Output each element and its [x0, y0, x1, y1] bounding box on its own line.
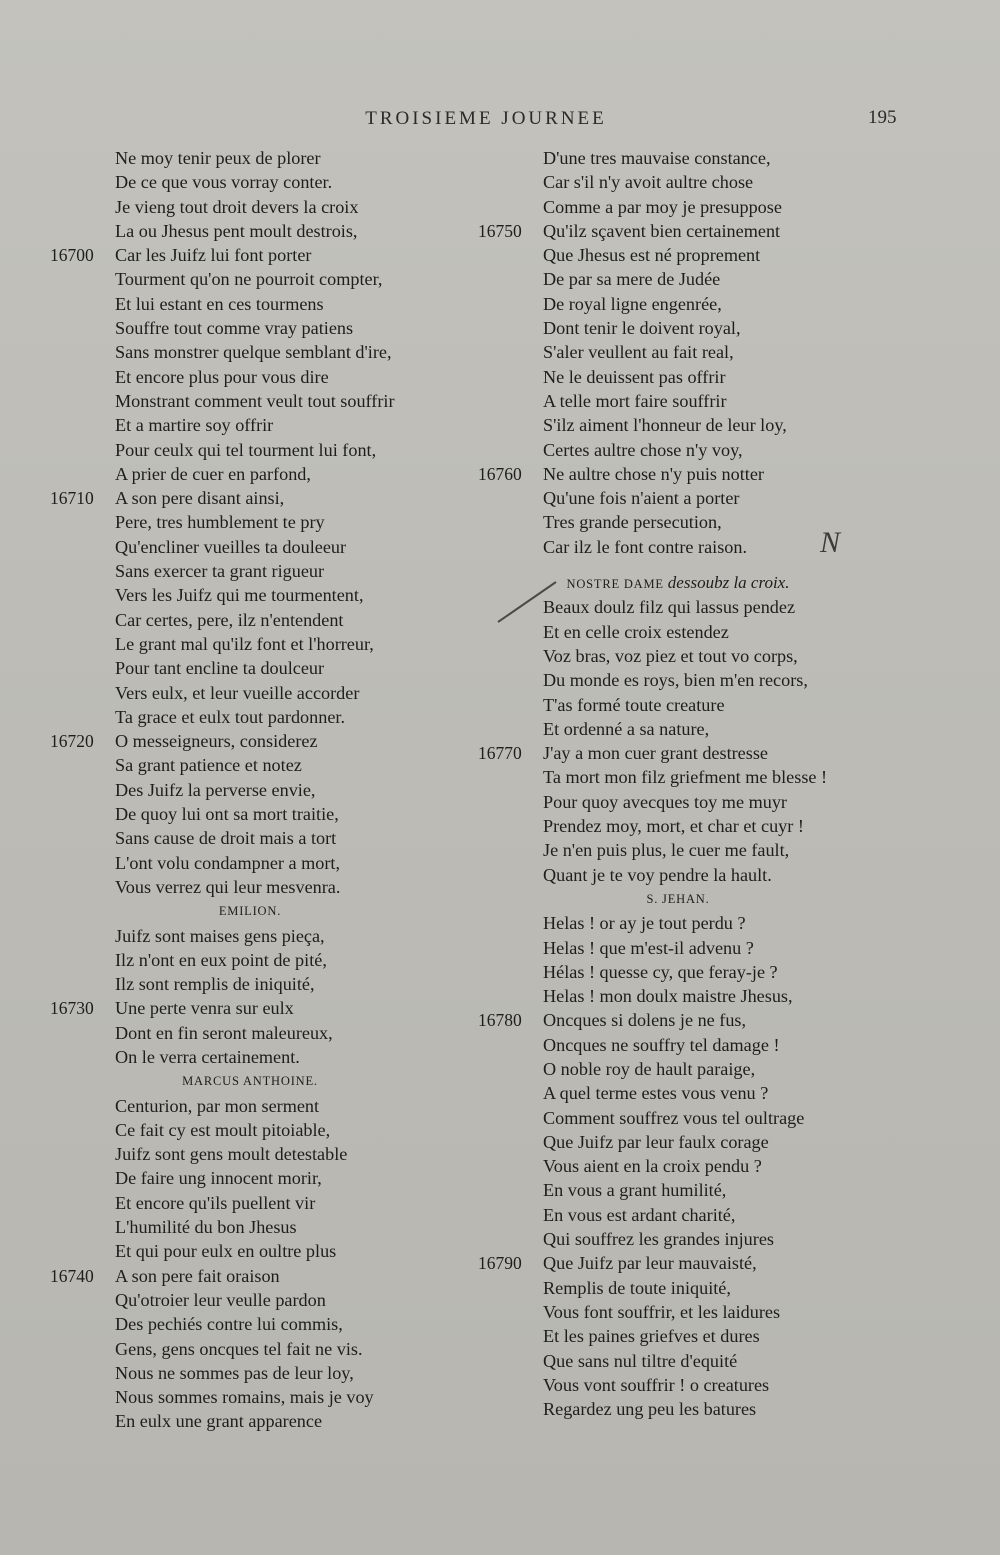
right-verse-column [478, 146, 898, 1421]
verse-line [50, 753, 470, 777]
verse-line [50, 924, 470, 948]
verse-line [50, 875, 470, 899]
verse-text: Je vieng tout droit devers la croix [115, 196, 359, 217]
verse-line [50, 1264, 470, 1288]
verse-line [50, 1361, 470, 1385]
verse-text: Pour tant encline ta doulceur [115, 658, 325, 679]
verse-text: De faire ung innocent morir, [115, 1168, 322, 1189]
verse-line [478, 984, 898, 1008]
verse-text: La ou Jhesus pent moult destrois, [115, 220, 358, 241]
verse-line [50, 486, 470, 510]
line-number: 16790 [478, 1253, 522, 1274]
verse-text: Car ilz le font contre raison. [543, 536, 748, 557]
verse-line [50, 340, 470, 364]
verse-text: Sans cause de droit mais a tort [115, 828, 337, 849]
line-number: 16750 [478, 220, 522, 241]
verse-line [50, 1215, 470, 1239]
verse-line [478, 1081, 898, 1105]
verse-text: On le verra certainement. [115, 1046, 300, 1067]
verse-line [478, 863, 898, 887]
verse-text: Qu'ilz sçavent bien certainement [543, 220, 781, 241]
verse-text: S'aler veullent au fait real, [543, 342, 734, 363]
verse-text: Souffre tout comme vray patiens [115, 318, 354, 339]
verse-text: Une perte venra sur eulx [115, 998, 294, 1019]
verse-text: Car s'il n'y avoit aultre chose [543, 172, 754, 193]
verse-text: Beaux doulz filz qui lassus pendez [543, 597, 796, 618]
verse-text: Des pechiés contre lui commis, [115, 1314, 343, 1335]
verse-text: Vous vont souffrir ! o creatures [543, 1374, 770, 1395]
verse-line [50, 681, 470, 705]
verse-line [478, 1300, 898, 1324]
verse-line [50, 705, 470, 729]
verse-line [50, 365, 470, 389]
verse-text: Oncques si dolens je ne fus, [543, 1010, 747, 1031]
verse-line [478, 1106, 898, 1130]
verse-line [478, 1227, 898, 1251]
verse-text: Et qui pour eulx en oultre plus [115, 1241, 337, 1262]
verse-line [50, 559, 470, 583]
verse-line [478, 316, 898, 340]
verse-text: Du monde es roys, bien m'en recors, [543, 670, 808, 691]
left-verse-column [50, 146, 470, 1434]
stanza-gap [478, 559, 898, 571]
verse-text: Vers les Juifz qui me tourmentent, [115, 585, 364, 606]
verse-text: Helas ! or ay je tout perdu ? [543, 913, 746, 934]
verse-text: Regardez ung peu les batures [543, 1399, 757, 1420]
speaker-heading [478, 887, 898, 911]
line-number: 16770 [478, 743, 522, 764]
verse-line [478, 911, 898, 935]
verse-line [478, 838, 898, 862]
verse-text: Ne moy tenir peux de plorer [115, 148, 321, 168]
verse-line [478, 413, 898, 437]
verse-text: Helas ! mon doulx maistre Jhesus, [543, 986, 793, 1007]
verse-line [478, 741, 898, 765]
verse-text: En eulx une grant apparence [115, 1411, 323, 1432]
verse-line [50, 1045, 470, 1069]
line-number: 16730 [50, 998, 94, 1019]
verse-text: Ne le deuissent pas offrir [543, 366, 726, 387]
verse-line [478, 170, 898, 194]
verse-text: Hélas ! quesse cy, que feray-je ? [543, 961, 778, 982]
speaker-heading [50, 1069, 470, 1093]
verse-text: Helas ! que m'est-il advenu ? [543, 937, 754, 958]
verse-text: En vous a grant humilité, [543, 1180, 727, 1201]
verse-line [50, 1239, 470, 1263]
verse-line [50, 1118, 470, 1142]
verse-line [478, 1324, 898, 1348]
verse-text: Pour ceulx qui tel tourment lui font, [115, 439, 377, 460]
verse-text: Tourment qu'on ne pourroit compter, [115, 269, 383, 290]
verse-text: Pere, tres humblement te pry [115, 512, 325, 533]
verse-text: Je n'en puis plus, le cuer me fault, [543, 840, 790, 861]
verse-line [50, 535, 470, 559]
verse-line [50, 972, 470, 996]
verse-line [478, 1178, 898, 1202]
verse-line [478, 1397, 898, 1421]
page-number: 195 [868, 107, 897, 128]
verse-line [50, 729, 470, 753]
verse-line [478, 1373, 898, 1397]
line-number: 16720 [50, 731, 94, 752]
verse-line [478, 1154, 898, 1178]
running-title: TROISIEME JOURNEE [365, 108, 607, 129]
verse-line [478, 438, 898, 462]
verse-text: Ilz n'ont en eux point de pité, [115, 949, 327, 970]
verse-text: De royal ligne engenrée, [543, 293, 722, 314]
verse-line [50, 632, 470, 656]
verse-line [478, 1057, 898, 1081]
verse-text: Comment souffrez vous tel oultrage [543, 1107, 805, 1128]
verse-text: A telle mort faire souffrir [543, 390, 727, 411]
verse-line [478, 219, 898, 243]
verse-text: A quel terme estes vous venu ? [543, 1083, 769, 1104]
verse-line [478, 243, 898, 267]
verse-line [478, 1033, 898, 1057]
line-number: 16780 [478, 1010, 522, 1031]
verse-text: Tres grande persecution, [543, 512, 722, 533]
verse-line [50, 948, 470, 972]
page-header [0, 108, 1000, 134]
verse-line [50, 219, 470, 243]
verse-text: O noble roy de hault paraige, [543, 1058, 756, 1079]
verse-text: De quoy lui ont sa mort traitie, [115, 804, 339, 825]
verse-text: Que Jhesus est né proprement [543, 245, 761, 266]
verse-text: Dont en fin seront maleureux, [115, 1022, 333, 1043]
verse-text: Car certes, pere, ilz n'entendent [115, 609, 344, 630]
verse-text: Juifz sont maises gens pieça, [115, 925, 325, 946]
verse-line [50, 778, 470, 802]
speaker-name-text: MARCUS ANTHOINE. [182, 1074, 318, 1089]
verse-text: Gens, gens oncques tel fait ne vis. [115, 1338, 363, 1359]
verse-text: S'ilz aiment l'honneur de leur loy, [543, 415, 787, 436]
verse-line [50, 510, 470, 534]
verse-text: Qui souffrez les grandes injures [543, 1229, 774, 1250]
verse-text: Que sans nul tiltre d'equité [543, 1350, 738, 1371]
verse-line [50, 1142, 470, 1166]
verse-text: Centurion, par mon serment [115, 1095, 320, 1116]
verse-line [478, 960, 898, 984]
speaker-name [478, 887, 878, 911]
verse-line [50, 243, 470, 267]
verse-text: Que Juifz par leur mauvaisté, [543, 1253, 757, 1274]
verse-line [478, 936, 898, 960]
verse-line [50, 389, 470, 413]
verse-text: J'ay a mon cuer grant destresse [543, 743, 768, 764]
verse-line [478, 365, 898, 389]
verse-text: A son pere disant ainsi, [115, 488, 285, 509]
verse-line [478, 717, 898, 741]
verse-text: Qu'encliner vueilles ta douleeur [115, 536, 347, 557]
line-number: 16760 [478, 463, 522, 484]
verse-text: Et encore qu'ils puellent vir [115, 1192, 316, 1213]
verse-text: Le grant mal qu'ilz font et l'horreur, [115, 633, 374, 654]
verse-text: Monstrant comment veult tout souffrir [115, 390, 395, 411]
verse-line [50, 1337, 470, 1361]
verse-text: Ta mort mon filz griefment me blesse ! [543, 767, 828, 788]
verse-line [50, 1288, 470, 1312]
verse-line [478, 693, 898, 717]
verse-line [50, 438, 470, 462]
verse-text: Sa grant patience et notez [115, 755, 302, 776]
verse-line [50, 292, 470, 316]
verse-text: Ta grace et eulx tout pardonner. [115, 706, 346, 727]
verse-text: A son pere fait oraison [115, 1265, 280, 1286]
stage-direction: dessoubz la croix. [667, 573, 790, 593]
verse-line [478, 195, 898, 219]
verse-text: Que Juifz par leur faulx corage [543, 1131, 769, 1152]
verse-text: Et encore plus pour vous dire [115, 366, 329, 387]
verse-line [50, 583, 470, 607]
verse-text: Oncques ne souffry tel damage ! [543, 1034, 780, 1055]
verse-text: Et en celle croix estendez [543, 621, 729, 642]
speaker-name-text: EMILION. [218, 904, 282, 919]
verse-line [478, 1251, 898, 1275]
line-number: 16710 [50, 488, 94, 509]
verse-line [50, 170, 470, 194]
verse-text: Nous sommes romains, mais je voy [115, 1387, 374, 1408]
verse-text: Des Juifz la perverse envie, [115, 779, 316, 800]
verse-text: O messeigneurs, considerez [115, 731, 318, 752]
verse-line [50, 316, 470, 340]
verse-line [50, 608, 470, 632]
verse-text: En vous est ardant charité, [543, 1204, 736, 1225]
verse-line [50, 267, 470, 291]
verse-line [50, 1191, 470, 1215]
verse-text: Vous font souffrir, et les laidures [543, 1301, 781, 1322]
verse-line [478, 668, 898, 692]
pencil-stroke-mark [494, 576, 564, 626]
verse-line [478, 146, 898, 170]
verse-line [478, 644, 898, 668]
verse-text: Juifz sont gens moult detestable [115, 1144, 348, 1165]
verse-text: Car les Juifz lui font porter [115, 245, 312, 266]
verse-text: Remplis de toute iniquité, [543, 1277, 731, 1298]
verse-line [50, 851, 470, 875]
verse-text: Et lui estant en ces tourmens [115, 293, 324, 314]
verse-text: Dont tenir le doivent royal, [543, 318, 741, 339]
verse-text: T'as formé toute creature [543, 694, 725, 715]
verse-text: Vous aient en la croix pendu ? [543, 1156, 762, 1177]
handwritten-n-mark: N [820, 526, 841, 559]
verse-text: Sans monstrer quelque semblant d'ire, [115, 342, 392, 363]
verse-line [478, 340, 898, 364]
verse-text: Ce fait cy est moult pitoiable, [115, 1119, 331, 1140]
verse-text: Vous verrez qui leur mesvenra. [115, 876, 341, 897]
verse-text: Ilz sont remplis de iniquité, [115, 974, 315, 995]
verse-line [50, 1409, 470, 1433]
verse-text: Et les paines griefves et dures [543, 1326, 760, 1347]
verse-line [50, 1021, 470, 1045]
verse-text: Voz bras, voz piez et tout vo corps, [543, 645, 798, 666]
verse-text: Pour quoy avecques toy me muyr [543, 791, 787, 812]
verse-text: D'une tres mauvaise constance, [543, 148, 771, 168]
verse-line [50, 413, 470, 437]
verse-line [50, 462, 470, 486]
verse-text: Vers eulx, et leur vueille accorder [115, 682, 360, 703]
verse-text: A prier de cuer en parfond, [115, 463, 311, 484]
verse-line [478, 1008, 898, 1032]
verse-line [50, 1166, 470, 1190]
verse-text: Qu'otroier leur veulle pardon [115, 1289, 326, 1310]
verse-text: De ce que vous vorray conter. [115, 172, 333, 193]
verse-text: Ne aultre chose n'y puis notter [543, 463, 764, 484]
speaker-name [50, 899, 450, 923]
verse-line [478, 765, 898, 789]
verse-line [50, 1094, 470, 1118]
verse-line [478, 389, 898, 413]
verse-line [50, 1385, 470, 1409]
verse-line [50, 656, 470, 680]
verse-line [478, 1203, 898, 1227]
line-number: 16700 [50, 245, 94, 266]
verse-text: Quant je te voy pendre la hault. [543, 864, 772, 885]
verse-line [50, 826, 470, 850]
verse-text: De par sa mere de Judée [543, 269, 721, 290]
verse-line [478, 462, 898, 486]
verse-text: Sans exercer ta grant rigueur [115, 561, 325, 582]
verse-line [50, 195, 470, 219]
speaker-heading [50, 899, 470, 923]
verse-line [478, 790, 898, 814]
verse-line [478, 292, 898, 316]
verse-text: Certes aultre chose n'y voy, [543, 439, 743, 460]
speaker-name-text: S. JEHAN. [646, 891, 710, 906]
verse-text: Qu'une fois n'aient a porter [543, 488, 740, 509]
verse-text: Et a martire soy offrir [115, 415, 274, 436]
verse-text: Prendez moy, mort, et char et cuyr ! [543, 816, 804, 837]
verse-line [50, 1312, 470, 1336]
verse-text: L'ont volu condampner a mort, [115, 852, 341, 873]
verse-text: Nous ne sommes pas de leur loy, [115, 1362, 354, 1383]
verse-line [50, 802, 470, 826]
verse-line [50, 996, 470, 1020]
verse-line [50, 146, 470, 170]
verse-line [478, 1349, 898, 1373]
speaker-name-text: NOSTRE DAME [566, 577, 664, 592]
verse-text: L'humilité du bon Jhesus [115, 1217, 297, 1238]
verse-line [478, 814, 898, 838]
verse-line [478, 486, 898, 510]
speaker-name [50, 1069, 450, 1093]
line-number: 16740 [50, 1265, 94, 1286]
verse-line [478, 1130, 898, 1154]
verse-line [478, 267, 898, 291]
verse-text: Et ordenné a sa nature, [543, 718, 710, 739]
verse-line [478, 1276, 898, 1300]
verse-text: Comme a par moy je presuppose [543, 196, 782, 217]
